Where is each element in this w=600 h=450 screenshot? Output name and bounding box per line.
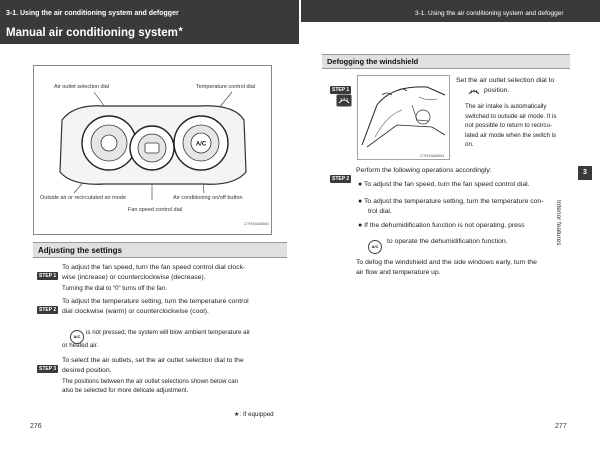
footnote-if-equipped: ★: If equipped (234, 411, 274, 418)
bullet-dehumidification: ● If the dehumidification function is not operating, press (358, 222, 525, 229)
defroster-icon (336, 94, 352, 107)
ac-button-icon: A/C (70, 325, 84, 344)
left-page-number: 276 (30, 423, 42, 430)
section-title: Adjusting the settings (38, 246, 122, 255)
ac-label-on-dial: A/C (195, 141, 207, 148)
right-page-number: 277 (555, 423, 567, 430)
step-3-badge: STEP 3 (39, 366, 57, 372)
defroster-icon-inline (468, 86, 480, 97)
section-defogging-windshield (322, 54, 570, 69)
label-ac-button: Air conditioning on/off button (173, 195, 243, 201)
section-title-defog: Defogging the windshield (327, 57, 419, 66)
bullet-fan-speed: ● To adjust the fan speed, turn the fan speed control dial. (358, 181, 530, 188)
defog-step-1-text-continued: position. (484, 87, 510, 94)
step-1-text: To adjust the fan speed, turn the fan speed control dial clock- wise (increase) or counterclockwise (decrease). (62, 264, 246, 281)
chapter-side-label: Interior features (555, 200, 562, 246)
step-2-note-continued: or heated air. (62, 342, 99, 349)
if-equipped-star: ★ (177, 27, 184, 33)
step-1-badge: STEP 1 (39, 273, 57, 279)
figure-code: CTH34AB060 (244, 221, 269, 226)
car-interior-illustration (357, 75, 450, 160)
page-gutter (299, 0, 301, 450)
right-header-subtitle: 3-1. Using the air conditioning system and defogger (415, 10, 564, 17)
defog-step-1-note: The air intake is automatically switched to outside air mode. It is not possible to return to recircu- lated air mode when the switch is on. (465, 103, 557, 148)
section-adjusting-settings (33, 242, 287, 258)
step-3-text: To select the air outlets, set the air outlet selection dial to the desired position. (62, 357, 244, 374)
ac-button-icon-right: A/C (368, 235, 382, 254)
label-fan-speed-dial: Fan speed control dial (128, 207, 183, 213)
step-1-note: Turning the dial to “0” turns off the fan. (62, 285, 167, 292)
defog-step-2-badge: STEP 2 (332, 176, 350, 182)
fan-speed-dial (130, 126, 174, 170)
air-outlet-dial (82, 116, 136, 170)
defog-step-1-text: Set the air outlet selection dial to (456, 77, 555, 84)
left-page-title: Manual air conditioning system★ (6, 26, 184, 39)
defog-step-1-badge: STEP 1 (332, 87, 350, 93)
bullet-dehumidification-continued: to operate the dehumidification function. (387, 238, 508, 245)
step-3-note: The positions between the air outlet selections shown below can also be selected for more delicate adjustment. (62, 378, 239, 394)
label-recirc-mode: Outside air or recirculated air mode (40, 195, 126, 201)
step-2-note: is not pressed, the system will blow ambient temperature air (86, 329, 251, 336)
step-2-text: To adjust the temperature setting, turn the temperature control dial clockwise (warm) or counterclockwise (cool). (62, 298, 249, 315)
climate-panel-illustration (34, 90, 269, 200)
label-temperature-dial: Temperature control dial (196, 84, 256, 90)
left-header-subtitle: 3-1. Using the air conditioning system and defogger (6, 10, 179, 17)
label-air-outlet-dial: Air outlet selection dial (54, 84, 110, 90)
defog-closing-text: To defog the windshield and the side windows early, turn the air flow and temperature up. (356, 259, 537, 276)
chapter-tab: 3 (578, 166, 592, 180)
step-2-badge: STEP 2 (39, 307, 57, 313)
defog-step-2-text: Perform the following operations accordingly: (356, 167, 492, 174)
defog-figure-code: CTH34AB061 (420, 153, 445, 158)
bullet-temperature: ● To adjust the temperature setting, turn the temperature con- trol dial. (358, 198, 544, 215)
